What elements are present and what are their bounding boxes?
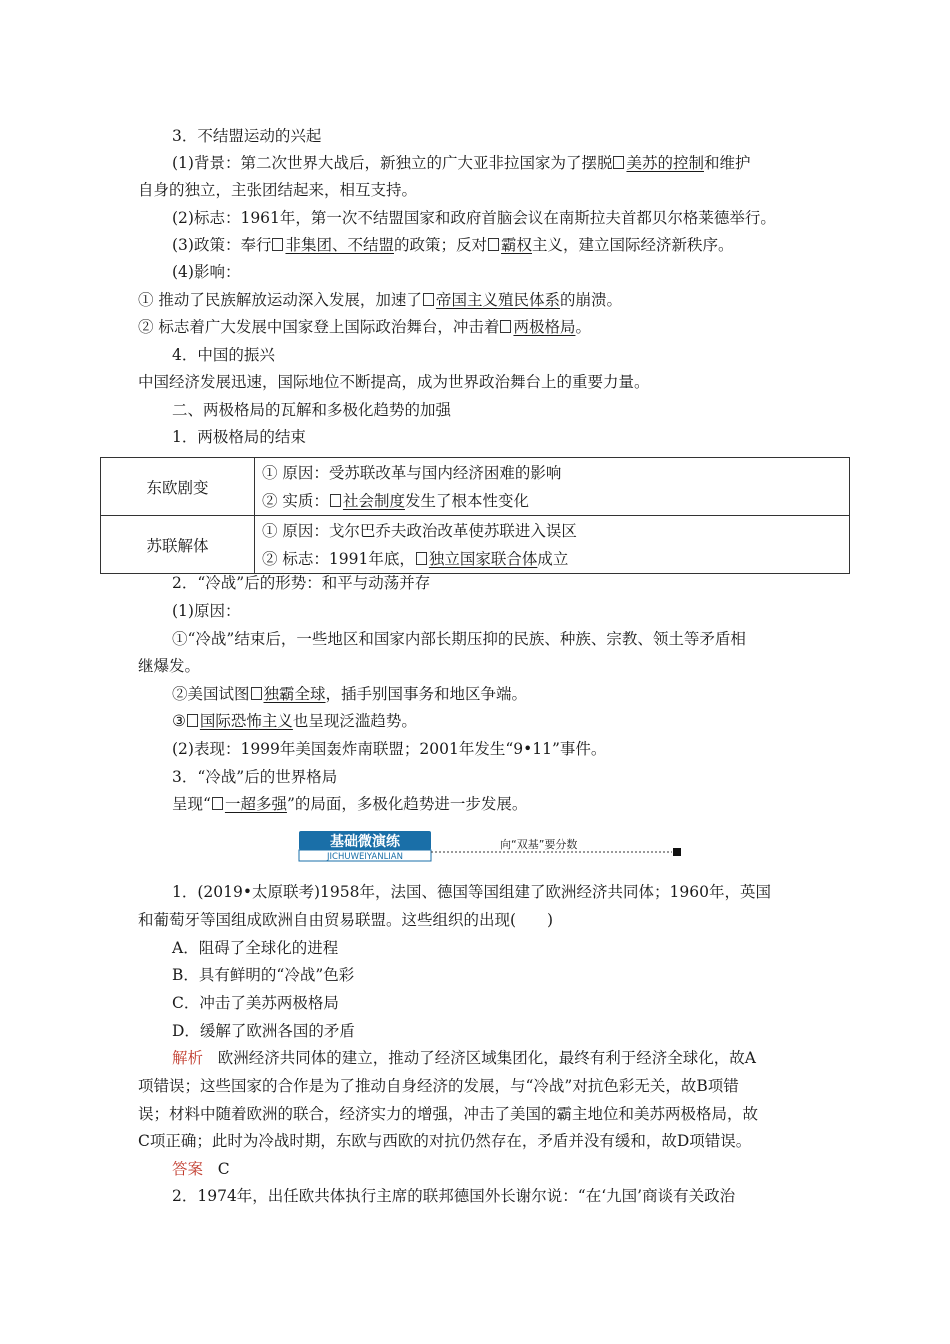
banner-end-square [673, 848, 681, 856]
q1-analysis-line-2: 项错误；这些国家的合作是为了推动自身经济的发展，与“冷战”对抗色彩无关，故B项错 [138, 1077, 739, 1095]
q1-analysis-line-4: C项正确；此时为冷战时期，东欧与西欧的对抗仍然存在，矛盾并没有缓和，故D项错误。 [138, 1132, 752, 1150]
table-value-cell: ① 原因：受苏联改革与国内经济困难的影响 ② 实质： 社会制度发生了根本性变化 [255, 458, 850, 516]
section-banner [298, 830, 682, 862]
answer-text: 一超多强 [224, 795, 287, 813]
answer-text: 独立国家联合体 [428, 549, 538, 568]
reason-title: (1)原因： [172, 602, 241, 620]
answer-text: 帝国主义殖民体系 [435, 291, 560, 309]
q2-stem: 2．1974年，出任欧共体执行主席的联邦德国外长谢尔说：“在‘九国’商谈有关政治 [172, 1187, 736, 1205]
answer-text: 非集团、不结盟 [285, 236, 394, 254]
fill-blank-box [330, 494, 341, 507]
world-pattern-line: 呈现“ 一超多强”的局面，多极化趋势进一步发展。 [172, 795, 528, 813]
fill-blank-box [187, 714, 198, 727]
fill-blank-box [251, 687, 262, 700]
table-value-cell: ① 原因：戈尔巴乔夫政治改革使苏联进入误区 ② 标志：1991年底， 独立国家联合体成立 [255, 516, 850, 574]
part-2-title: 二、两极格局的瓦解和多极化趋势的加强 [172, 401, 452, 419]
answer-text: 美苏的控制 [626, 154, 704, 172]
answer-label: 答案 [172, 1160, 204, 1178]
analysis-label: 解析 [172, 1049, 204, 1067]
influence-1: ① 推动了民族解放运动深入发展，加速了 帝国主义殖民体系的崩溃。 [138, 291, 622, 309]
fill-blank-box [488, 238, 499, 251]
q1-answer: 答案 C [172, 1160, 230, 1178]
reason-2: ②美国试图 独霸全球，插手别国事务和地区争端。 [172, 685, 528, 703]
answer-text: 社会制度 [342, 491, 405, 510]
part-2-section-2-title: 2．“冷战”后的形势：和平与动荡并存 [172, 574, 431, 592]
section-3-title: 3．不结盟运动的兴起 [172, 127, 322, 145]
fill-blank-box [416, 552, 427, 565]
summary-table [100, 457, 850, 574]
manifestation-line: (2)表现：1999年美国轰炸南联盟；2001年发生“9•11”事件。 [172, 740, 607, 758]
fill-blank-box [613, 156, 624, 169]
influence-title: (4)影响： [172, 263, 241, 281]
table-row [101, 516, 850, 574]
q1-option-b: B．具有鲜明的“冷战”色彩 [172, 966, 355, 984]
answer-text: 国际恐怖主义 [199, 712, 293, 730]
banner-slogan: 向“双基”要分数 [500, 838, 578, 851]
background-line-2: 自身的独立，主张团结起来，相互支持。 [138, 181, 418, 199]
answer-text: 独霸全球 [263, 685, 326, 703]
part-2-section-3-title: 3．“冷战”后的世界格局 [172, 768, 338, 786]
banner-title: 基础微演练 [330, 834, 400, 850]
answer-text: 霸权 [501, 236, 533, 254]
table-key-cell: 苏联解体 [101, 516, 255, 574]
table-key-cell: 东欧剧变 [101, 458, 255, 516]
policy-line: (3)政策：奉行 非集团、不结盟的政策；反对 霸权主义，建立国际经济新秩序。 [172, 236, 734, 254]
fill-blank-box [212, 797, 223, 810]
part-2-section-1-title: 1．两极格局的结束 [172, 428, 306, 446]
q1-analysis: 解析 欧洲经济共同体的建立，推动了经济区域集团化，最终有利于经济全球化，故A [172, 1049, 756, 1067]
fill-blank-box [500, 320, 511, 333]
reason-3: ③ 国际恐怖主义也呈现泛滥趋势。 [172, 712, 417, 730]
reason-1: ①“冷战”结束后，一些地区和国家内部长期压抑的民族、种族、宗教、领土等矛盾相 [172, 630, 746, 648]
fill-blank-box [272, 238, 283, 251]
q1-stem: 1．(2019•太原联考)1958年，法国、德国等国组建了欧洲经济共同体；1960年，英国 [172, 883, 771, 901]
reason-1-line-2: 继爆发。 [138, 657, 201, 675]
banner-pinyin: JICHUWEIYANLIAN [327, 852, 403, 862]
section-4-text: 中国经济发展迅速，国际地位不断提高，成为世界政治舞台上的重要力量。 [138, 373, 650, 391]
background-line: (1)背景：第二次世界大战后，新独立的广大亚非拉国家为了摆脱 美苏的控制和维护 [172, 154, 751, 172]
table-row [101, 458, 850, 516]
fill-blank-box [423, 293, 434, 306]
section-4-title: 4．中国的振兴 [172, 346, 275, 364]
q1-option-d: D．缓解了欧洲各国的矛盾 [172, 1022, 355, 1040]
q1-option-c: C．冲击了美苏两极格局 [172, 994, 339, 1012]
mark-line: (2)标志：1961年，第一次不结盟国家和政府首脑会议在南斯拉夫首都贝尔格莱德举行。 [172, 209, 776, 227]
answer-text: 两极格局 [513, 318, 576, 336]
q1-option-a: A．阻碍了全球化的进程 [172, 939, 339, 957]
influence-2: ② 标志着广大发展中国家登上国际政治舞台，冲击着 两极格局。 [138, 318, 591, 336]
q1-stem-line-2: 和葡萄牙等国组成欧洲自由贸易联盟。这些组织的出现( ) [138, 911, 554, 929]
q1-analysis-line-3: 误；材料中随着欧洲的联合，经济实力的增强，冲击了美国的霸主地位和美苏两极格局，故 [138, 1105, 759, 1123]
